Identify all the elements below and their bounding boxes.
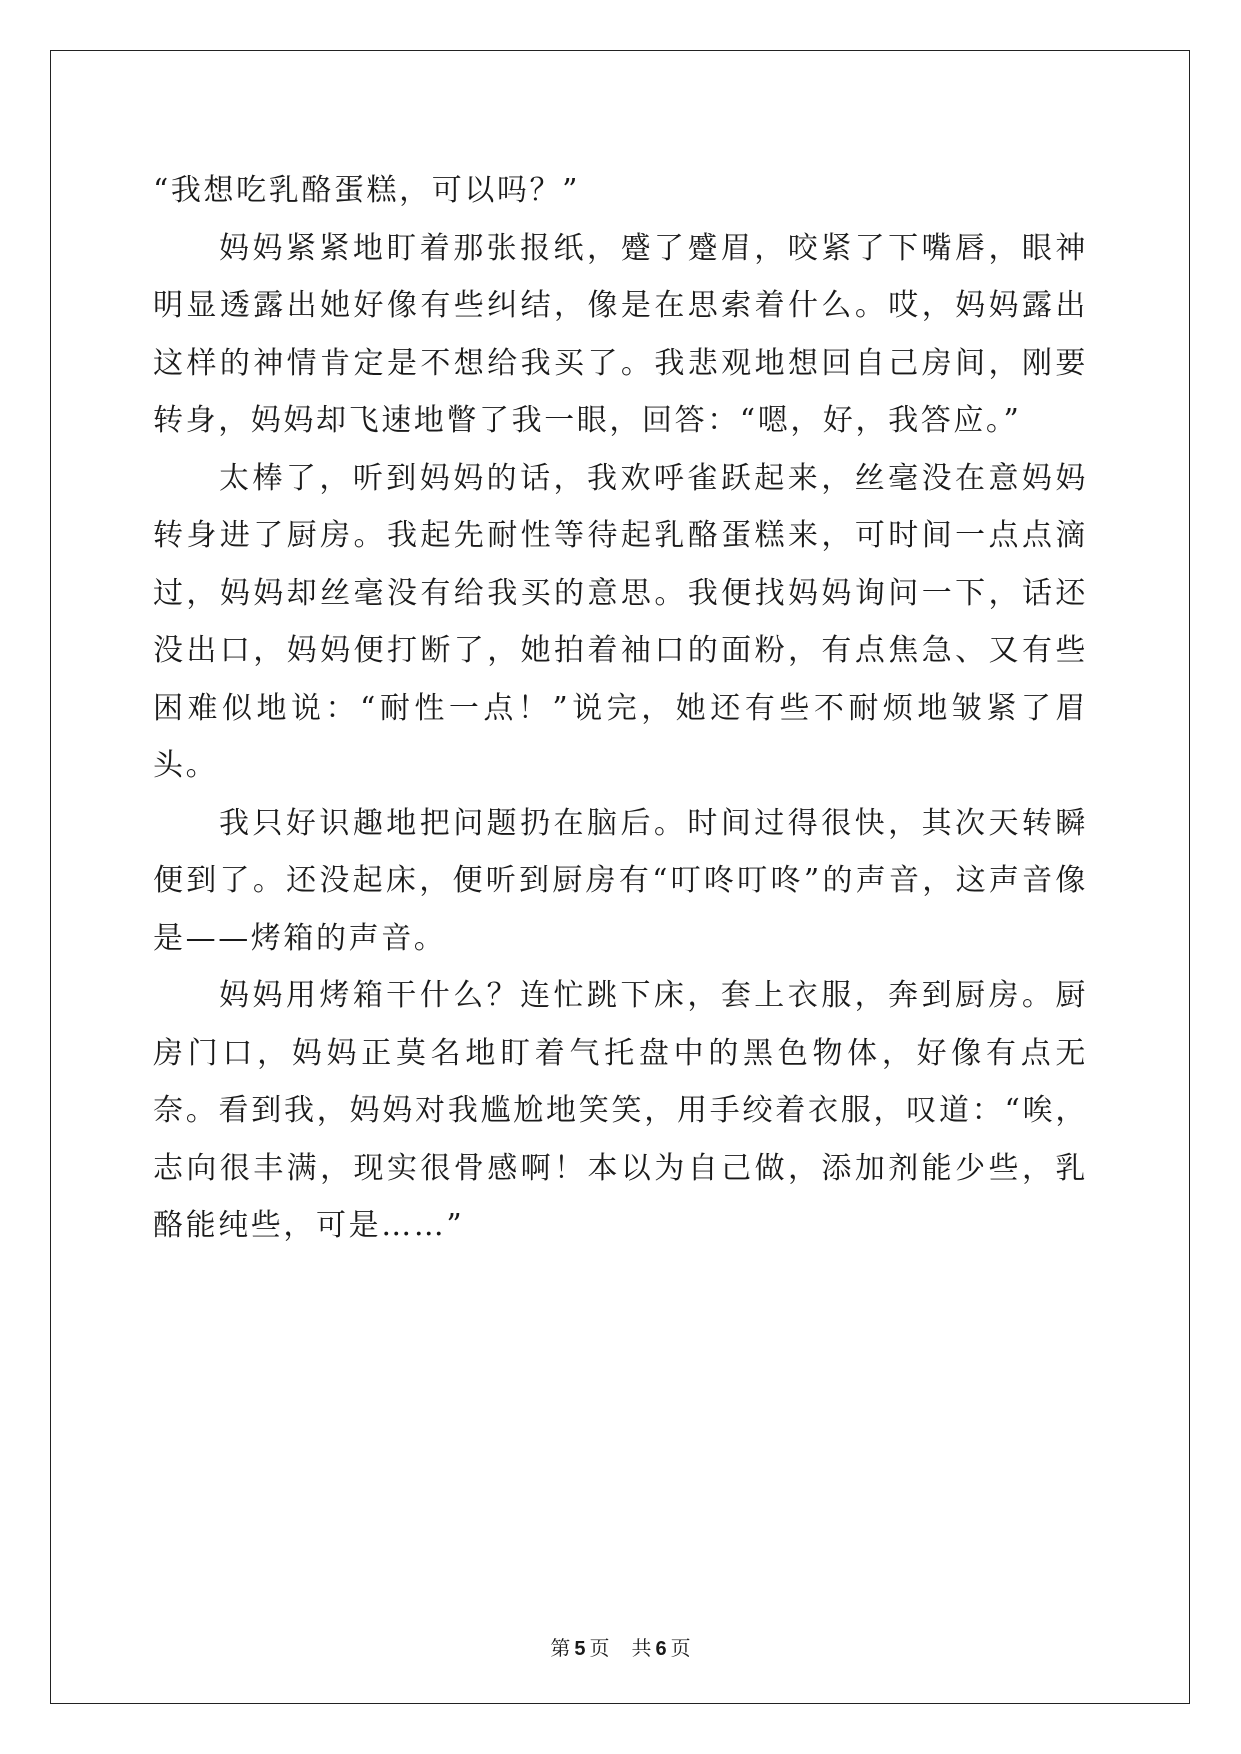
paragraph-5: 妈妈用烤箱干什么？连忙跳下床，套上衣服，奔到厨房。厨房门口，妈妈正莫名地盯着气托盘中的黑色物体，好像有点无奈。看到我，妈妈对我尴尬地笑笑，用手绞着衣服，叹道：“唉，志向很丰满，现实很骨感啊！本以为自己做，添加剂能少些，乳酪能纯些，可是……” — [153, 978, 1088, 1243]
document-body — [153, 162, 1088, 1255]
footer-page-unit: 页 — [589, 1636, 610, 1660]
current-page-number: 5 — [574, 1638, 586, 1660]
footer-total-unit: 页 — [670, 1636, 691, 1660]
paragraph-3: 太棒了，听到妈妈的话，我欢呼雀跃起来，丝毫没在意妈妈转身进了厨房。我起先耐性等待起乳酪蛋糕来，可时间一点点滴过，妈妈却丝毫没有给我买的意思。我便找妈妈询问一下，话还没出口，妈妈便打断了，她拍着袖口的面粉，有点焦急、又有些困难似地说：“耐性一点！”说完，她还有些不耐烦地皱紧了眉头。 — [153, 460, 1088, 783]
paragraph-2: 妈妈紧紧地盯着那张报纸，蹙了蹙眉，咬紧了下嘴唇，眼神明显透露出她好像有些纠结，像是在思索着什么。哎，妈妈露出这样的神情肯定是不想给我买了。我悲观地想回自己房间，刚要转身，妈妈却飞速地瞥了我一眼，回答：“嗯，好，我答应。” — [153, 230, 1088, 438]
page-footer — [0, 1632, 1241, 1661]
footer-total-prefix: 共 — [631, 1636, 652, 1660]
paragraph-4: 我只好识趣地把问题扔在脑后。时间过得很快，其次天转瞬便到了。还没起床，便听到厨房有“叮咚叮咚”的声音，这声音像是——烤箱的声音。 — [153, 805, 1088, 956]
footer-prefix: 第 — [550, 1636, 571, 1660]
total-page-number: 6 — [655, 1638, 667, 1660]
paragraph-1: “我想吃乳酪蛋糕，可以吗？” — [153, 173, 581, 208]
